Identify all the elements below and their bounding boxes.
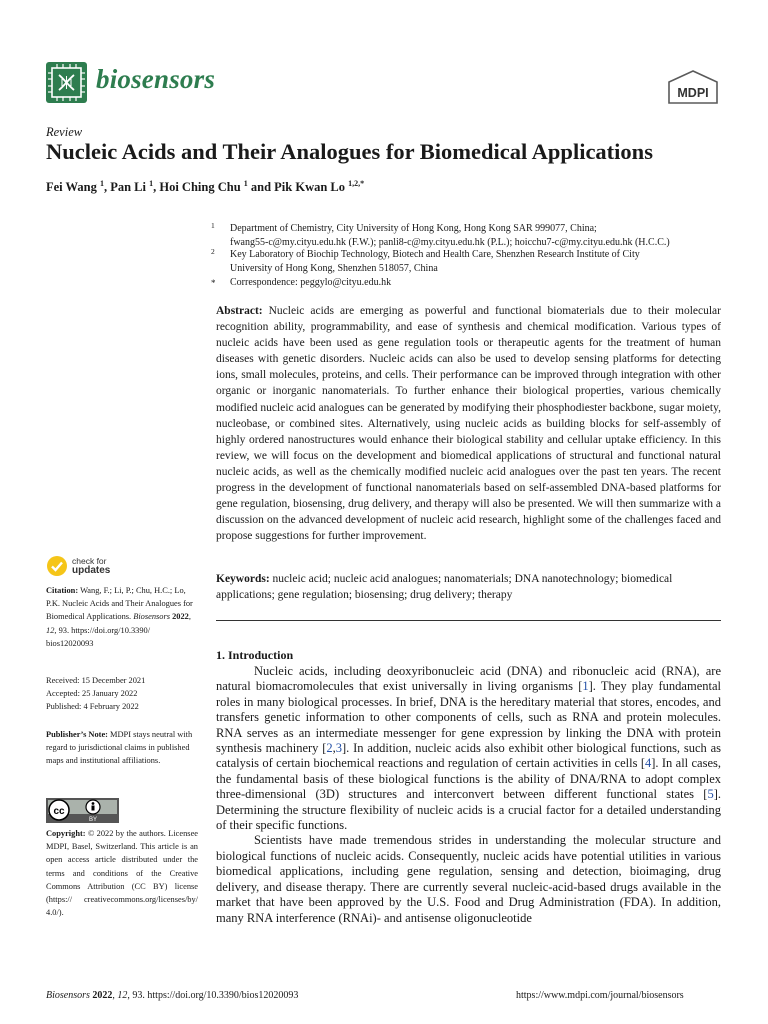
check-for-updates-icon xyxy=(46,555,68,577)
svg-text:BY: BY xyxy=(88,817,98,823)
publication-dates xyxy=(46,674,198,714)
author-name: Pan Li xyxy=(110,180,146,195)
published-date: Published: 4 February 2022 xyxy=(46,702,139,712)
footer-citation: Biosensors 2022, 12, 93. https://doi.org/10.3390/bios12020093 xyxy=(46,990,299,1001)
reference-link[interactable]: 2 xyxy=(326,741,333,756)
reference-link[interactable]: 1 xyxy=(582,679,589,694)
keywords-label: Keywords: xyxy=(216,573,270,585)
section-divider xyxy=(216,620,721,621)
publisher-note: Publisher’s Note: MDPI stays neutral with regard to jurisdictional claims in published maps and institutional affiliations. xyxy=(46,730,193,766)
article-type: Review xyxy=(46,125,83,139)
author-name: Pik Kwan Lo xyxy=(274,180,346,195)
cc-by-license-icon[interactable] xyxy=(46,798,119,823)
abstract xyxy=(216,303,721,544)
journal-logo-icon xyxy=(46,62,87,103)
keywords-text: nucleic acid; nucleic acid analogues; nanomaterials; DNA nanotechnology; biomedical applications; gene regulation; biosensing; drug delivery; therapy xyxy=(216,573,673,602)
abstract-text: Nucleic acids are emerging as powerful and functional biomaterials due to their molecular recognition ability, programmability, and ease of synthesis and chemical modification. Various types of nucleic acids have been used as gene regulation tools or therapeutic agents for the treatment of human diseases with genetic disorders. Nucleic acids can also be used to develop sensing platforms for detecting ions, small molecules, proteins, and cells. Their performance can be improved through integration with other organic or inorganic nanomaterials. To further enhance their biological properties, various chemically modified nucleic acid analogues can be generated by modifying their phosphodiester backbone, sugar moiety, nucleobase, or combined sites. Alternatively, using nucleic acids as building blocks for self-assembly of highly ordered nanostructures would enhance their biological stability and cellular uptake efficiency. In this review, we will focus on the development and biomedical applications of structural and functional natural nucleic acids, as well as the chemically modified nucleic acid analogues over the past ten years. The recent progress in the development of functional nanomaterials based on self-assembled DNA-based platforms for gene regulation, biosensing, drug delivery, and therapy will also be presented. We will then summarize with a discussion on the advanced development of nucleic acid research, highlight some of the challenges faced and propose suggestions for further improvement. xyxy=(216,305,721,543)
article-title: Nucleic Acids and Their Analogues for Biomedical Applications xyxy=(46,139,653,164)
author-affiliation-mark: 1 xyxy=(99,179,104,188)
accepted-date: Accepted: 25 January 2022 xyxy=(46,689,138,699)
section-heading: 1. Introduction xyxy=(216,648,294,662)
keywords xyxy=(216,571,721,603)
journal-name: biosensors xyxy=(96,64,216,94)
author-affiliation-mark: 1 xyxy=(149,179,154,188)
mdpi-logo-icon xyxy=(666,70,720,104)
svg-text:cc: cc xyxy=(53,806,65,817)
affiliation-1: 1 Department of Chemistry, City University of Hong Kong, Hong Kong SAR 999077, China; fwang55-c@my.cityu.edu.hk (F.W.); panli8-c@my.cityu.edu.hk (P.L.); hoicchu7-c@my.cityu.edu.hk (H.C.C.) xyxy=(211,221,670,248)
reference-link[interactable]: 5 xyxy=(707,787,714,802)
author-list: Fei Wang $^1$, Pan Li $^1$, Hoi Ching Chu $^1$ and Pik Kwan Lo $^{1,2,*}$ xyxy=(46,179,365,195)
author-affiliation-mark: 1 xyxy=(243,179,248,188)
mdpi-logo-text: MDPI xyxy=(677,86,709,100)
footer-journal-url[interactable]: https://www.mdpi.com/journal/biosensors xyxy=(516,990,684,1001)
affiliation-2: 2 Key Laboratory of Biochip Technology, Biotech and Health Care, Shenzhen Research Institute of City University of Hong Kong, Shenzhen 518057, China xyxy=(211,247,640,274)
reference-link[interactable]: 3 xyxy=(335,741,343,756)
author-name: Fei Wang xyxy=(46,180,97,195)
check-for-updates-button[interactable]: check for updates xyxy=(46,555,166,579)
abstract-label: Abstract: xyxy=(216,305,263,317)
author-affiliation-mark: 1,2,* xyxy=(348,179,365,188)
author-name: Hoi Ching Chu xyxy=(159,180,241,195)
citation: Citation: Wang, F.; Li, P.; Chu, H.C.; Lo, P.K. Nucleic Acids and Their Analogues for Biomedical Applications. Biosensors 2022, 12, 93. https://doi.org/10.3390/ bios12020093 xyxy=(46,586,193,648)
correspondence: * Correspondence: peggylo@cityu.edu.hk xyxy=(211,277,392,288)
paragraph: Scientists have made tremendous strides in understanding the molecular structure and biological functions of nucleic acids. Consequently, nucleic acids have potential utilities in various biomedical applications, including gene regulation, sensing and detection, bioimaging, drug delivery, and disease therapy. There are currently several nucleic-acid-based drugs available in the market that have been approved by the U.S. Food and Drug Administration (FDA). In addition, many RNA interference (RNAi)- and antisense oligonucleotide xyxy=(216,833,721,925)
copyright-notice: Copyright: © 2022 by the authors. Licensee MDPI, Basel, Switzerland. This article is an open access article distributed under the terms and conditions of the Creative Commons Attribution (CC BY) license (https:// creativecommons.org/licenses/by/ 4.0/). xyxy=(46,829,198,918)
reference-link[interactable]: 4 xyxy=(644,756,652,771)
received-date: Received: 15 December 2021 xyxy=(46,676,146,685)
paragraph: Nucleic acids, including deoxyribonucleic acid (DNA) and ribonucleic acid (RNA), are natural biomacromolecules that exist universally in living organisms [1]. They play fundamental roles in many biological processes. In brief, DNA is the hereditary material that stores, encodes, and transfers genetic information to other components of cells, such as RNA and protein molecules. RNA serves as an intermediate messenger for gene expression by linking the DNA with protein synthesis machinery [2,3]. In addition, nucleic acids also exhibit other biological functions, such as catalysis of certain biochemical reactions and regulation of certain activities in cells [4]. In all cases, the fundamental basis of these biological functions is the ability of DNA/RNA to adopt complex three-dimensional (3D) structures and interconvert between different functional states [5]. Determining the structure flexibility of nucleic acids is a crucial factor for a detailed understanding of their specific functions. xyxy=(216,664,722,833)
introduction-body xyxy=(216,664,721,926)
